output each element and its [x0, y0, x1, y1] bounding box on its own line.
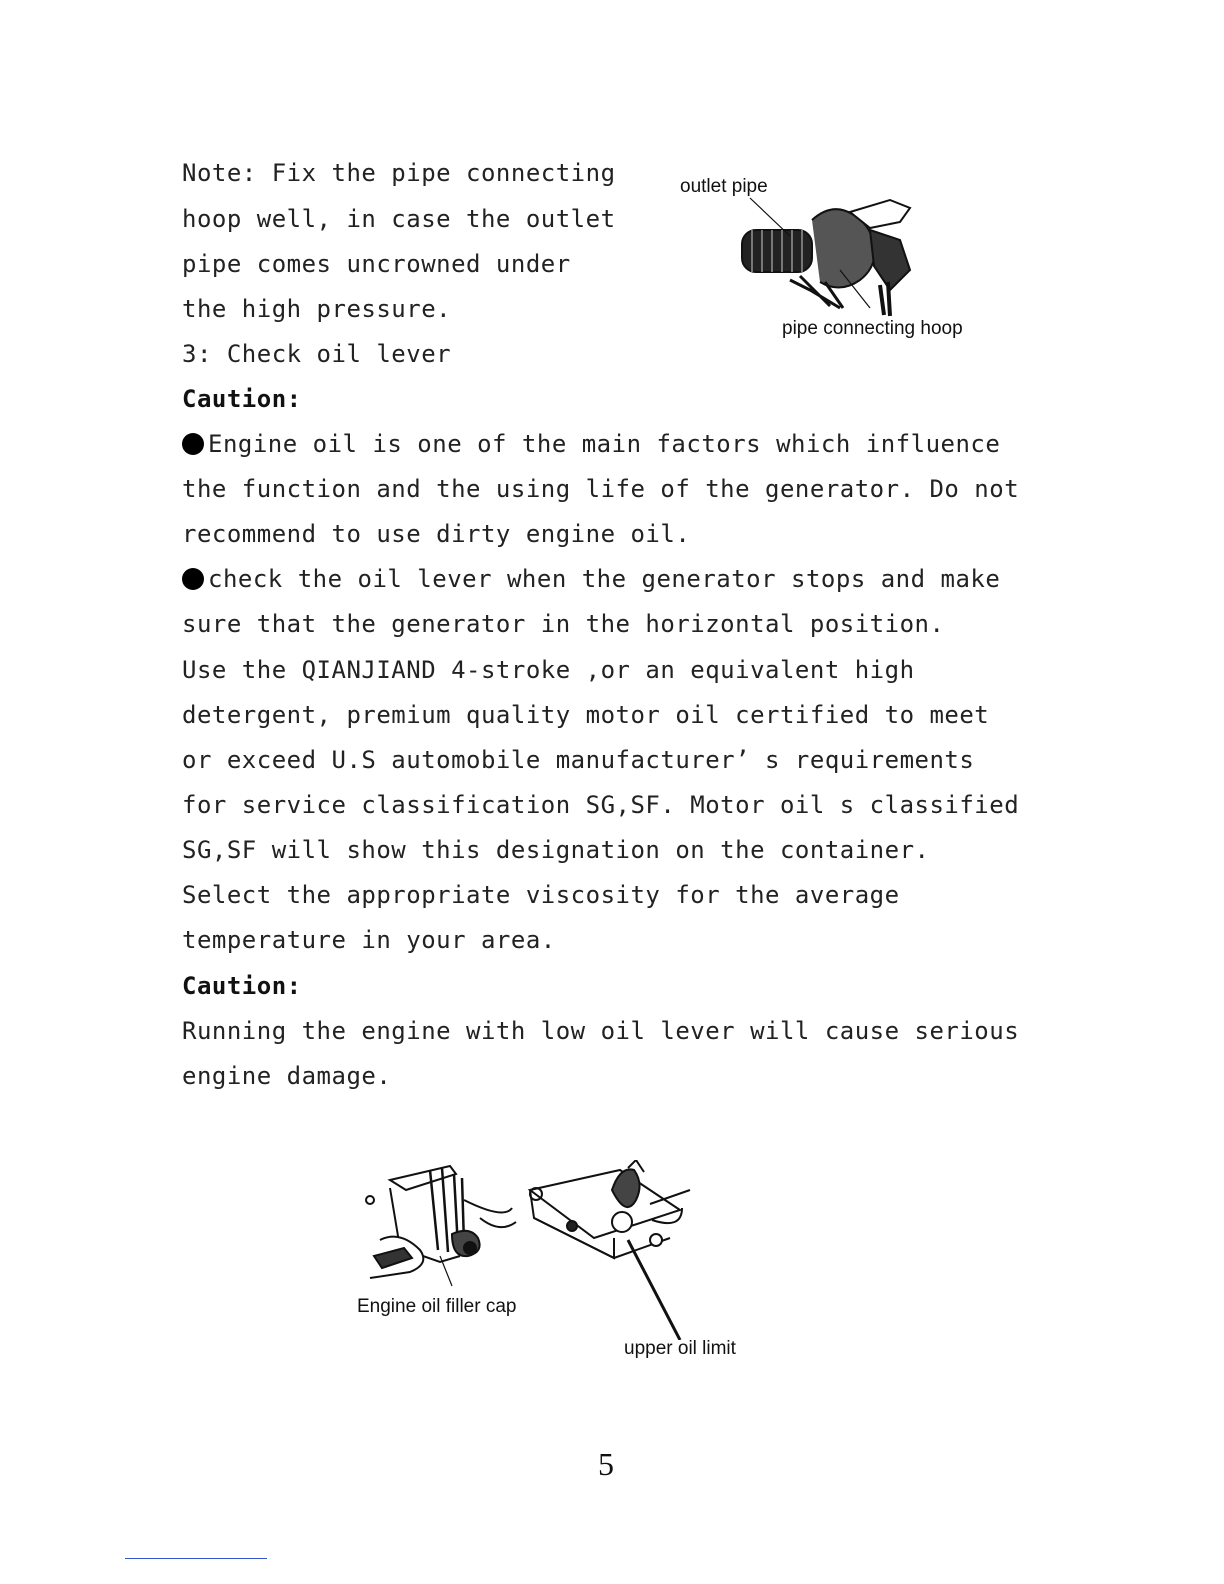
note-line-2: hoop well, in case the outlet	[182, 205, 616, 233]
caution-heading-2: Caution:	[182, 972, 302, 1000]
bullet2-text-1: check the oil lever when the generator stops and make	[208, 565, 1001, 593]
caution2-line-2: engine damage.	[182, 1062, 392, 1090]
note-line-3: pipe comes uncrowned under	[182, 250, 571, 278]
bullet1-line-1	[182, 429, 1000, 459]
body-line-4: for service classification SG,SF. Motor oil s classified	[182, 791, 1020, 819]
upper-oil-limit-label: upper oil limit	[624, 1338, 736, 1359]
bullet1-line-2: the function and the using life of the generator. Do not	[182, 475, 1020, 503]
outlet-pipe-shape	[742, 230, 812, 272]
note-line-1: Note: Fix the pipe connecting	[182, 159, 616, 187]
body-line-2: detergent, premium quality motor oil certified to meet	[182, 701, 990, 729]
body-line-3: or exceed U.S automobile manufacturer’ s requirements	[182, 746, 975, 774]
note-line-5: 3: Check oil lever	[182, 340, 452, 368]
bullet-dot-icon	[182, 568, 204, 590]
body-line-5: SG,SF will show this designation on the container.	[182, 836, 930, 864]
caution2-line-1: Running the engine with low oil lever will cause serious	[182, 1017, 1020, 1045]
page-number: 5	[598, 1446, 614, 1482]
body-line-7: temperature in your area.	[182, 926, 556, 954]
body-line-1: Use the QIANJIAND 4-stroke ,or an equivalent high	[182, 656, 915, 684]
outlet-pipe-label: outlet pipe	[680, 176, 768, 197]
bullet2-line-2: sure that the generator in the horizontal position.	[182, 610, 945, 638]
body-line-6: Select the appropriate viscosity for the average	[182, 881, 900, 909]
bullet1-text-1: Engine oil is one of the main factors which influence	[208, 430, 1001, 458]
outlet-pipe-illustration	[730, 190, 950, 320]
footer-rule	[125, 1558, 267, 1559]
pipe-connecting-hoop-label: pipe connecting hoop	[782, 318, 963, 339]
bullet1-line-3: recommend to use dirty engine oil.	[182, 520, 691, 548]
note-line-4: the high pressure.	[182, 295, 452, 323]
bullet-dot-icon	[182, 433, 204, 455]
bullet2-line-1	[182, 564, 1000, 594]
engine-oil-filler-cap-label: Engine oil filler cap	[357, 1296, 517, 1317]
caution-heading-1: Caution:	[182, 385, 302, 413]
